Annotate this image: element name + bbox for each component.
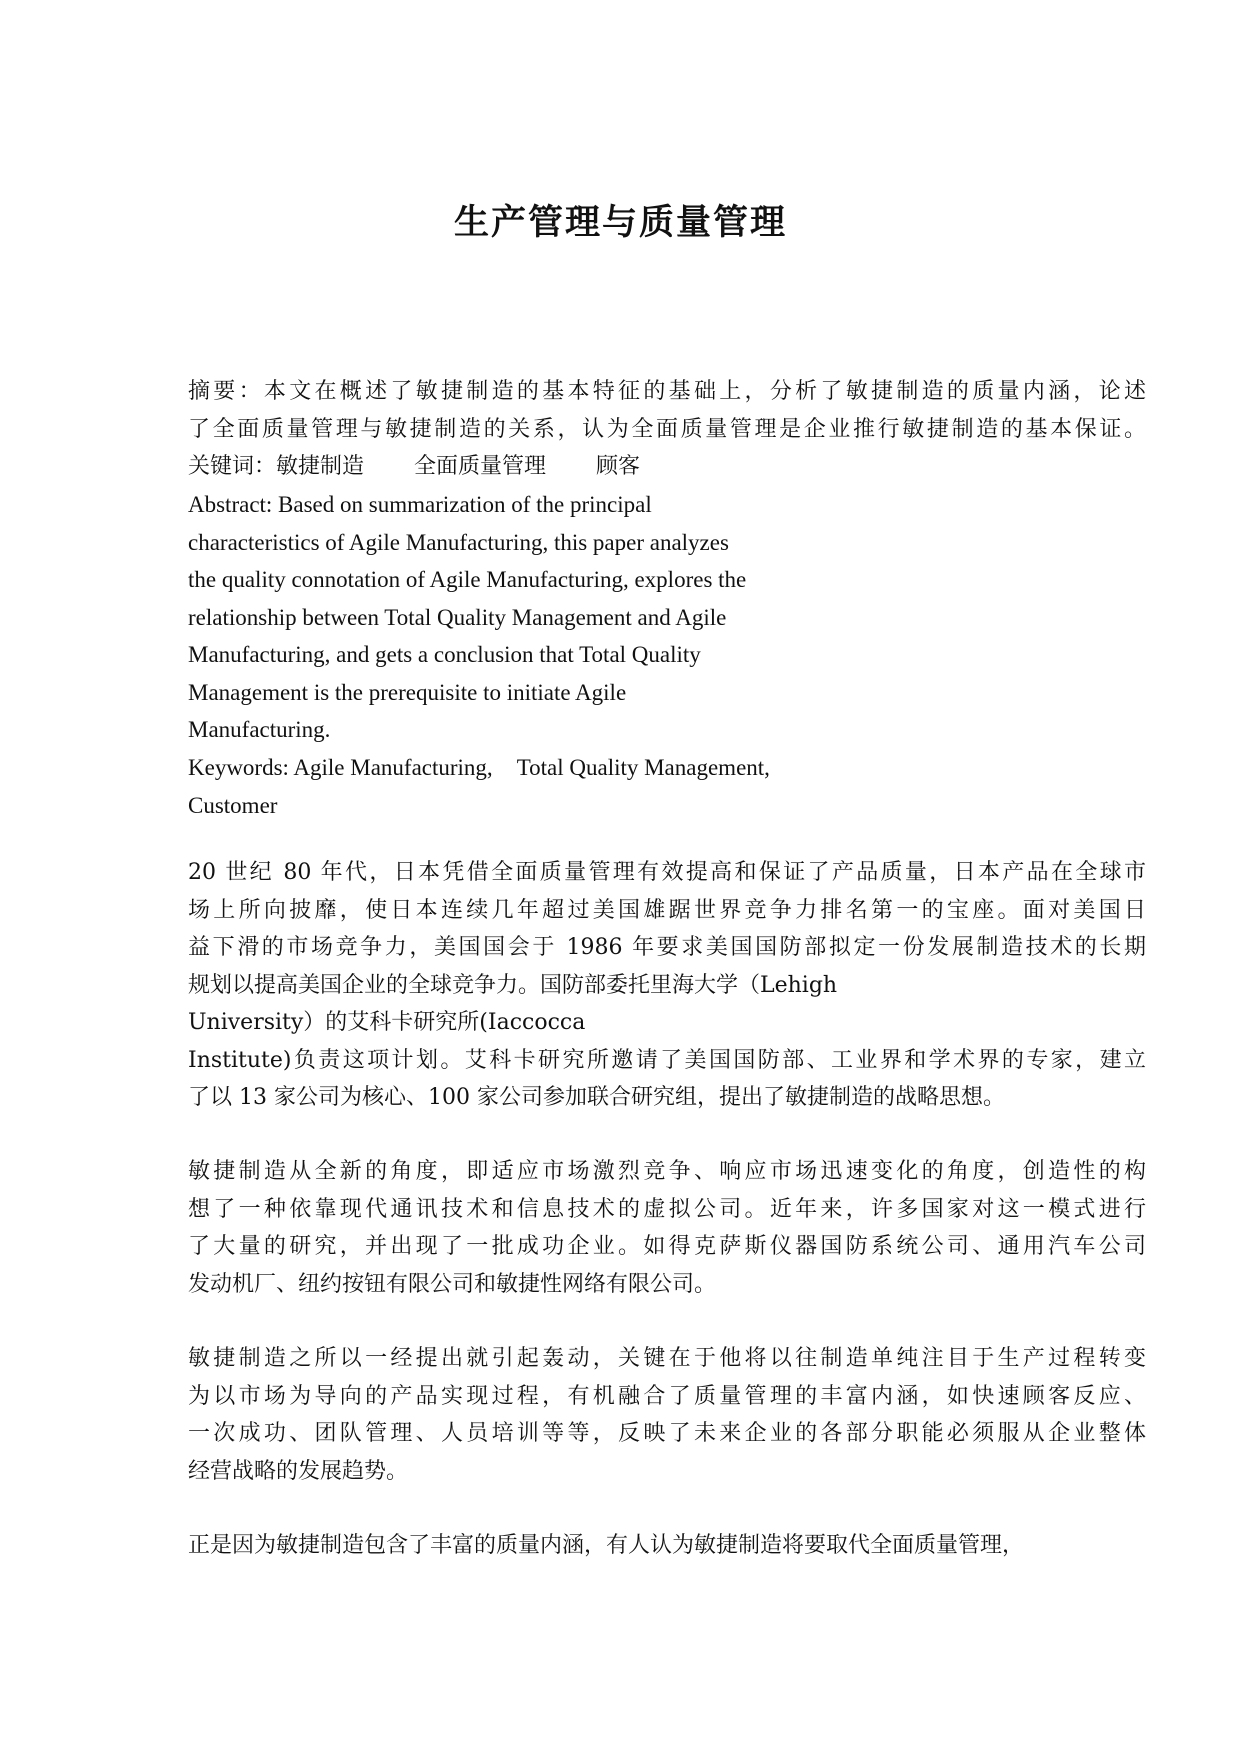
paragraph-line: 正是因为敏捷制造包含了丰富的质量内涵，有人认为敏捷制造将要取代全面质量管理， bbox=[188, 1533, 1025, 1558]
body-paragraph bbox=[188, 1153, 1146, 1303]
keywords-en-part: Keywords: Agile Manufacturing, bbox=[188, 755, 493, 780]
keywords-cn-line bbox=[188, 448, 1146, 486]
paragraph-line: 20 世纪 80 年代，日本凭借全面质量管理有效提高和保证了产品质量，日本产品在全球市 bbox=[188, 860, 1146, 885]
abstract-en-line: relationship between Total Quality Management and Agile bbox=[188, 604, 727, 630]
document-title: 生产管理与质量管理 bbox=[453, 202, 787, 243]
keywords-cn bbox=[188, 448, 1146, 486]
paragraph-line: 为以市场为导向的产品实现过程，有机融合了质量管理的丰富内涵，如快速顾客反应、 bbox=[188, 1383, 1146, 1409]
paragraph-line: 了大量的研究，并出现了一批成功企业。如得克萨斯仪器国防系统公司、通用汽车公司 bbox=[188, 1234, 1146, 1259]
paragraph-line: 敏捷制造从全新的角度，即适应市场激烈竞争、响应市场迅速变化的角度，创造性的构 bbox=[188, 1159, 1146, 1184]
abstract-en-line: Manufacturing, and gets a conclusion that Total Quality bbox=[188, 642, 701, 667]
keyword-cn: 全面质量管理 bbox=[414, 454, 547, 479]
paragraph-line: 经营战略的发展趋势。 bbox=[188, 1458, 409, 1484]
paragraph-line: 场上所向披靡，使日本连续几年超过美国雄踞世界竞争力排名第一的宝座。面对美国日 bbox=[188, 897, 1146, 923]
paragraph-line: 敏捷制造之所以一经提出就引起轰动，关键在于他将以往制造单纯注目于生产过程转变 bbox=[188, 1346, 1146, 1371]
paragraph-line: 益下滑的市场竞争力，美国国会于 1986 年要求美国国防部拟定一份发展制造技术的长期 bbox=[188, 935, 1146, 960]
keywords-en-line: Customer bbox=[188, 792, 278, 818]
paragraph-line: 了以 13 家公司为核心、100 家公司参加联合研究组，提出了敏捷制造的战略思想。 bbox=[188, 1085, 1005, 1110]
abstract-cn-line: 摘要：本文在概述了敏捷制造的基本特征的基础上，分析了敏捷制造的质量内涵，论述 bbox=[188, 379, 1146, 404]
abstract-cn bbox=[188, 373, 1146, 448]
abstract-en-line: Management is the prerequisite to initiate Agile bbox=[188, 679, 627, 705]
abstract-en-line: Abstract: Based on summarization of the principal bbox=[188, 492, 652, 517]
keywords-cn-label: 关键词： bbox=[188, 454, 277, 479]
body-paragraph bbox=[188, 1340, 1146, 1490]
keyword-cn: 敏捷制造 bbox=[276, 454, 365, 479]
paragraph-line: 规划以提高美国企业的全球竞争力。国防部委托里海大学（Lehigh bbox=[188, 972, 838, 998]
abstract-en-line: Manufacturing. bbox=[188, 717, 331, 742]
keywords-en bbox=[188, 749, 1146, 824]
abstract-cn-line: 了全面质量管理与敏捷制造的关系，认为全面质量管理是企业推行敏捷制造的基本保证。 bbox=[188, 416, 1146, 442]
paragraph-line: University）的艾科卡研究所(Iaccocca bbox=[188, 1010, 586, 1035]
paragraph-line: Institute)负责这项计划。艾科卡研究所邀请了美国国防部、工业界和学术界的专家，建立 bbox=[188, 1047, 1146, 1073]
body-paragraph bbox=[188, 1527, 1146, 1565]
paragraph-line: 一次成功、团队管理、人员培训等等，反映了未来企业的各部分职能必须服从企业整体 bbox=[188, 1421, 1146, 1446]
abstract-en-line: the quality connotation of Agile Manufacturing, explores the bbox=[188, 567, 747, 592]
paragraph-line: 发动机厂、纽约按钮有限公司和敏捷性网络有限公司。 bbox=[188, 1271, 717, 1297]
paragraph-line: 想了一种依靠现代通讯技术和信息技术的虚拟公司。近年来，许多国家对这一模式进行 bbox=[188, 1196, 1146, 1222]
abstract-en bbox=[188, 486, 1146, 749]
abstract-en-line: characteristics of Agile Manufacturing, this paper analyzes bbox=[188, 529, 729, 555]
keywords-en-line bbox=[188, 749, 1146, 787]
keywords-en-part: Total Quality Management, bbox=[516, 755, 770, 780]
body-paragraph bbox=[188, 854, 1146, 1117]
keyword-cn: 顾客 bbox=[596, 454, 641, 479]
